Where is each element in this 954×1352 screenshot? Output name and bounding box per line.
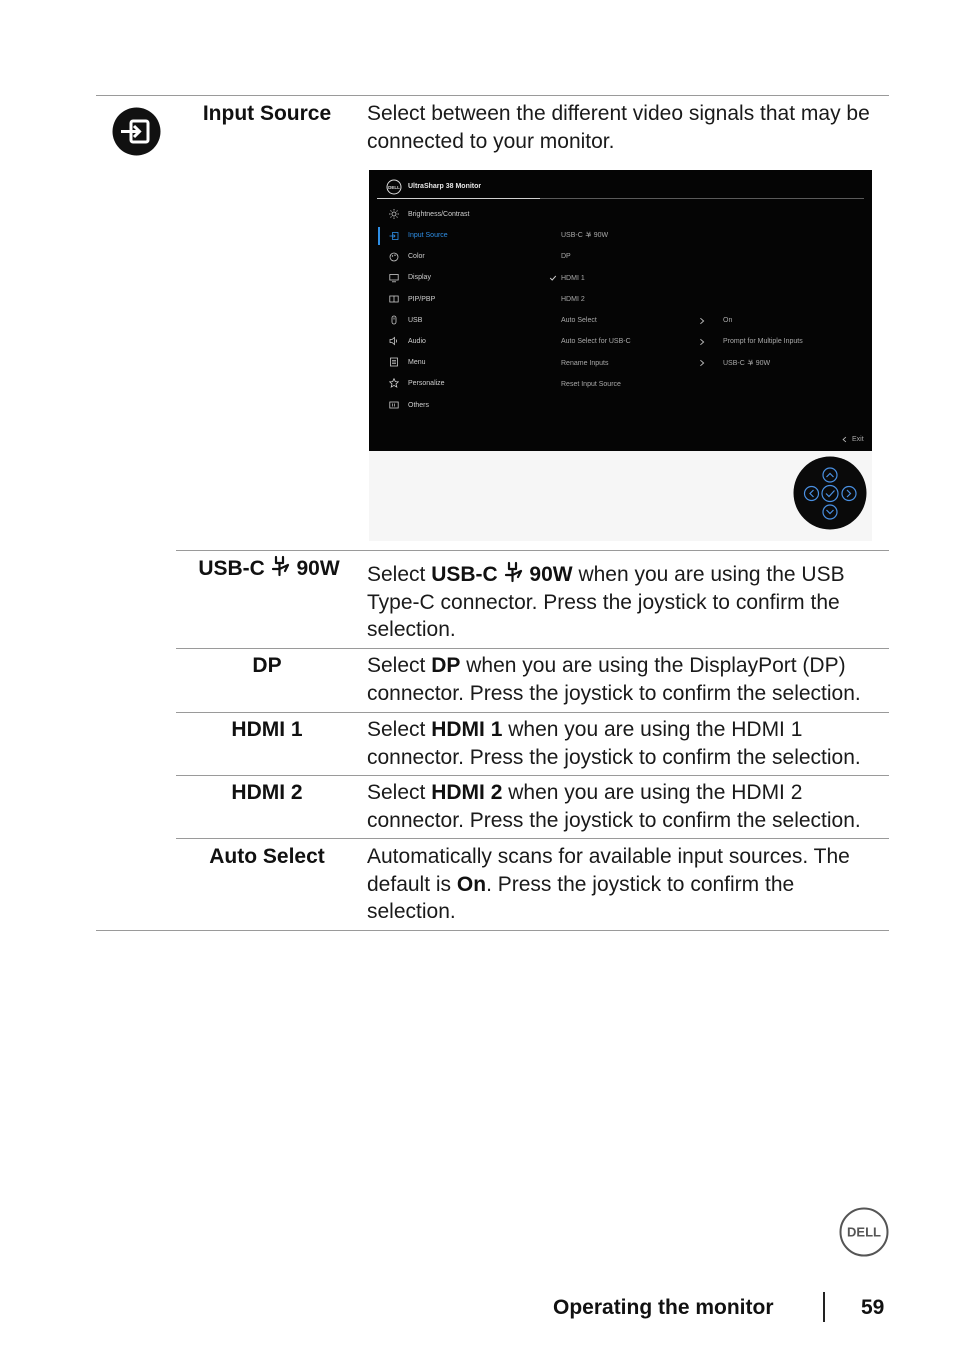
osd-sub-usbc-power: 90W xyxy=(593,232,609,239)
osd-sub-reset: Reset Input Source xyxy=(561,381,621,388)
osd-sub-dp: DP xyxy=(561,253,571,260)
usb-power-icon xyxy=(585,231,592,238)
desc-text: Automatically scans for available input sources. The default is xyxy=(367,845,850,896)
osd-menu-input-source: Input Source xyxy=(408,232,448,239)
dell-logo xyxy=(839,1207,889,1257)
osd-sub-usbc-label: USB-C xyxy=(561,232,583,239)
row-label-dp: DP xyxy=(252,654,282,677)
osd-screenshot xyxy=(369,170,872,451)
desc-text: when you are using the USB Type-C connector. Press the joystick to confirm the selection. xyxy=(367,563,845,641)
osd-sub-auto-usbc: Auto Select for USB-C xyxy=(561,338,631,345)
sun-icon xyxy=(389,209,399,219)
row-desc-input-source: Select between the different video signals that may be connected to your monitor. xyxy=(367,102,870,153)
row-rule xyxy=(176,838,889,839)
row-rule xyxy=(176,648,889,649)
display-icon xyxy=(389,273,399,283)
palette-icon xyxy=(389,252,399,262)
row-rule xyxy=(176,712,889,713)
osd-sub-auto-select: Auto Select xyxy=(561,317,597,324)
osd-sub-rename: Rename Inputs xyxy=(561,360,609,367)
osd-value-usbc-power: 90W xyxy=(755,360,771,367)
osd-value-usbc xyxy=(723,359,770,368)
row-rule xyxy=(176,775,889,776)
osd-value-prompt: Prompt for Multiple Inputs xyxy=(723,338,803,345)
svg-text:DELL: DELL xyxy=(388,185,400,190)
speaker-icon xyxy=(389,336,399,346)
osd-value-on: On xyxy=(723,317,733,324)
usb-power-icon xyxy=(271,555,291,577)
osd-selection-bar xyxy=(378,227,380,245)
desc-text: . Press the joystick to confirm the selection. xyxy=(367,872,795,923)
pip-icon xyxy=(389,294,399,304)
joystick-icon xyxy=(793,456,867,530)
row-label-auto-select: Auto Select xyxy=(209,845,325,868)
desc-text: when you are using the HDMI 1 connector. Press the joystick to confirm the selection. xyxy=(367,718,861,769)
desc-text: Select xyxy=(367,563,426,586)
menu-icon xyxy=(389,357,399,367)
osd-menu-pip: PIP/PBP xyxy=(408,296,436,303)
dell-logo-text: DELL xyxy=(847,1224,881,1240)
table-top-rule xyxy=(96,95,889,96)
osd-sub-hdmi2: HDMI 2 xyxy=(561,296,585,303)
desc-bold: 90W xyxy=(529,563,573,586)
row-desc-usbc xyxy=(367,561,882,644)
chevron-right-icon xyxy=(698,359,706,367)
osd-menu-display: Display xyxy=(408,274,431,281)
row-label-hdmi1: HDMI 1 xyxy=(231,718,303,741)
osd-menu-brightness: Brightness/Contrast xyxy=(408,211,470,218)
dell-logo-icon xyxy=(386,179,402,195)
others-icon xyxy=(389,400,399,410)
footer-section-title: Operating the monitor xyxy=(553,1296,774,1319)
row-label-hdmi2: HDMI 2 xyxy=(231,781,303,804)
table-bottom-rule xyxy=(96,930,889,931)
desc-text: Select xyxy=(367,781,426,804)
desc-bold: USB-C xyxy=(431,563,498,586)
input-source-icon xyxy=(112,107,161,156)
desc-text: Select xyxy=(367,718,426,741)
osd-menu-usb: USB xyxy=(408,317,423,324)
desc-text: Select xyxy=(367,654,426,677)
chevron-right-icon xyxy=(698,338,706,346)
osd-title-underline xyxy=(377,198,540,199)
row-desc-hdmi2 xyxy=(367,779,882,834)
row-rule xyxy=(176,550,889,551)
desc-text: when you are using the DisplayPort (DP) connector. Press the joystick to confirm the selection. xyxy=(367,654,861,705)
footer-separator xyxy=(823,1292,825,1322)
usb-icon xyxy=(389,315,399,325)
osd-sub-hdmi1: HDMI 1 xyxy=(561,275,585,282)
row-label-usbc-power: 90W xyxy=(296,557,340,580)
osd-menu-audio: Audio xyxy=(408,338,426,345)
chevron-right-icon xyxy=(698,317,706,325)
osd-title: UltraSharp 38 Monitor xyxy=(408,183,482,190)
usb-power-icon xyxy=(504,561,524,583)
osd-menu-others: Others xyxy=(408,402,430,409)
osd-sub-usbc xyxy=(561,231,608,240)
check-icon xyxy=(549,274,557,282)
star-icon xyxy=(389,378,399,388)
input-icon xyxy=(389,231,399,241)
osd-menu-personalize: Personalize xyxy=(408,380,445,387)
row-desc-hdmi1 xyxy=(367,716,882,771)
desc-bold: HDMI 2 xyxy=(431,781,503,804)
desc-text: when you are using the HDMI 2 connector. Press the joystick to confirm the selection. xyxy=(367,781,861,832)
row-desc-dp xyxy=(367,652,882,707)
row-label-usbc xyxy=(178,555,360,582)
osd-menu-menu: Menu xyxy=(408,359,426,366)
row-label-usbc-text: USB-C xyxy=(198,557,265,580)
osd-value-usbc-label: USB-C xyxy=(723,360,745,367)
desc-bold-usbc xyxy=(431,563,572,586)
chevron-left-icon xyxy=(841,436,848,443)
osd-exit: Exit xyxy=(852,436,864,443)
osd-menu-color: Color xyxy=(408,253,425,260)
page-number: 59 xyxy=(861,1296,885,1319)
desc-bold: On xyxy=(456,872,487,896)
row-desc-auto-select xyxy=(367,843,882,926)
usb-power-icon xyxy=(747,359,754,366)
desc-bold: HDMI 1 xyxy=(431,718,503,741)
desc-bold: DP xyxy=(431,654,461,677)
row-label-input-source: Input Source xyxy=(202,102,332,125)
osd-title-rule xyxy=(540,198,864,199)
